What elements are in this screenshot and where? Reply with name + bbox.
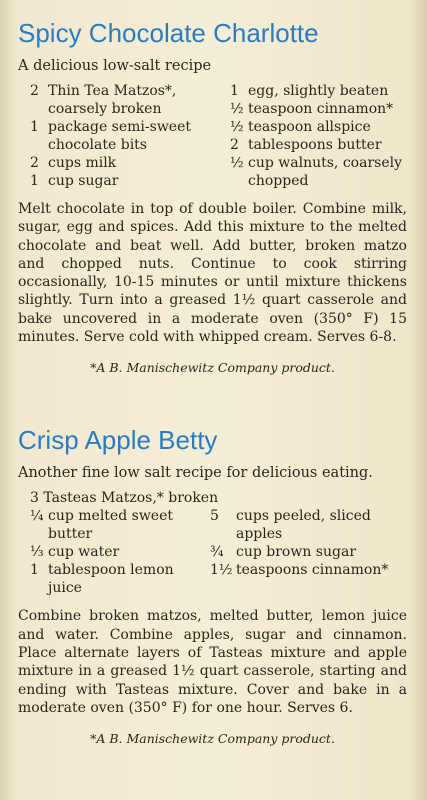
ingredient-text: Thin Tea Matzos*, coarsely broken (48, 83, 177, 117)
ingredient-text: tablespoon lemon juice (48, 562, 174, 597)
ingredient-item (30, 154, 230, 172)
ingredient-quantity: ½ (230, 155, 244, 171)
recipe-title: Crisp Apple Betty (18, 425, 218, 456)
ingredient-item (30, 118, 230, 154)
recipe-footnote: *A B. Manischewitz Company product. (90, 731, 335, 747)
ingredient-item (230, 154, 407, 190)
recipe-directions: Combine broken matzos, melted butter, lemon juice and water. Combine apples, sugar and cinnamon. Place alternate layers of Tasteas mixture and apple mixture in a greased 1½ quart casserole, starting and ending with Tasteas mixture. Cover and bake in a moderate oven (350° F) for one hour. Serves 6. (18, 608, 407, 716)
ingredient-quantity: 1 (230, 83, 239, 99)
ingredient-text: teaspoons cinnamon* (236, 562, 389, 579)
ingredient-text: cups milk (48, 155, 117, 171)
ingredient-quantity: ½ (230, 101, 244, 117)
ingredient-item (30, 172, 230, 190)
ingredient-quantity: ⅓ (30, 544, 44, 561)
ingredient-item (210, 561, 407, 579)
ingredient-text: cup water (48, 544, 120, 561)
ingredient-quantity: ¾ (210, 544, 224, 561)
ingredient-text: teaspoon allspice (248, 119, 371, 135)
recipe-title: Spicy Chocolate Charlotte (18, 18, 319, 48)
ingredient-quantity: 2 (230, 137, 239, 153)
ingredient-item (230, 118, 407, 136)
ingredient-column-left (30, 507, 210, 597)
ingredient-text: cup sugar (48, 173, 119, 189)
ingredient-item (30, 543, 210, 561)
ingredient-text: egg, slightly beaten (248, 83, 389, 99)
ingredient-quantity: 1½ (210, 562, 233, 579)
ingredient-list (30, 489, 407, 597)
recipe-subtitle: Another fine low salt recipe for delicious eating. (18, 465, 373, 482)
recipe-crisp-apple-betty (18, 423, 407, 746)
ingredient-item (230, 82, 407, 100)
ingredient-text: package semi-sweet chocolate bits (48, 119, 191, 153)
ingredient-column-right (230, 82, 407, 190)
section-spacer (18, 375, 407, 423)
ingredient-text: cup brown sugar (236, 544, 357, 561)
ingredient-column-right (210, 507, 407, 597)
ingredient-item (210, 507, 407, 543)
ingredient-column-left (30, 82, 230, 190)
recipe-directions: Melt chocolate in top of double boiler. Combine milk, sugar, egg and spices. Add this mixture to the melted chocolate and beat well. Add butter, broken matzo and chopped nuts. Continue to cook stirring occasionally, 10-15 minutes or until mixture thickens slightly. Turn into a greased 1½ quart casserole and bake uncovered in a moderate oven (350° F) 15 minutes. Serve cold with whipped cream. Serves 6-8. (18, 201, 407, 346)
ingredient-quantity: 5 (210, 508, 219, 525)
ingredient-item (230, 136, 407, 154)
ingredient-quantity: ½ (230, 119, 244, 135)
ingredient-text: teaspoon cinnamon* (248, 101, 394, 117)
ingredient-quantity: ¼ (30, 508, 44, 525)
ingredient-quantity: 1 (30, 562, 39, 579)
ingredient-item (30, 507, 210, 543)
ingredient-item: 3 Tasteas Matzos,* broken (30, 490, 219, 507)
recipe-spicy-chocolate-charlotte (18, 16, 407, 375)
ingredient-text: cup walnuts, coarsely chopped (248, 155, 402, 189)
ingredient-item (30, 82, 230, 118)
recipe-subtitle: A delicious low-salt recipe (18, 58, 212, 74)
ingredient-quantity: 1 (30, 119, 39, 135)
ingredient-item (30, 561, 210, 597)
recipe-footnote: *A B. Manischewitz Company product. (90, 360, 335, 376)
ingredient-text: tablespoons butter (248, 137, 382, 153)
ingredient-item (210, 543, 407, 561)
ingredient-quantity: 1 (30, 173, 39, 189)
ingredient-quantity: 2 (30, 83, 39, 99)
ingredient-quantity: 2 (30, 155, 39, 171)
ingredient-item (230, 100, 407, 118)
ingredient-text: cup melted sweet butter (48, 508, 173, 543)
ingredient-text: cups peeled, sliced apples (236, 508, 371, 543)
ingredient-list (30, 82, 407, 190)
